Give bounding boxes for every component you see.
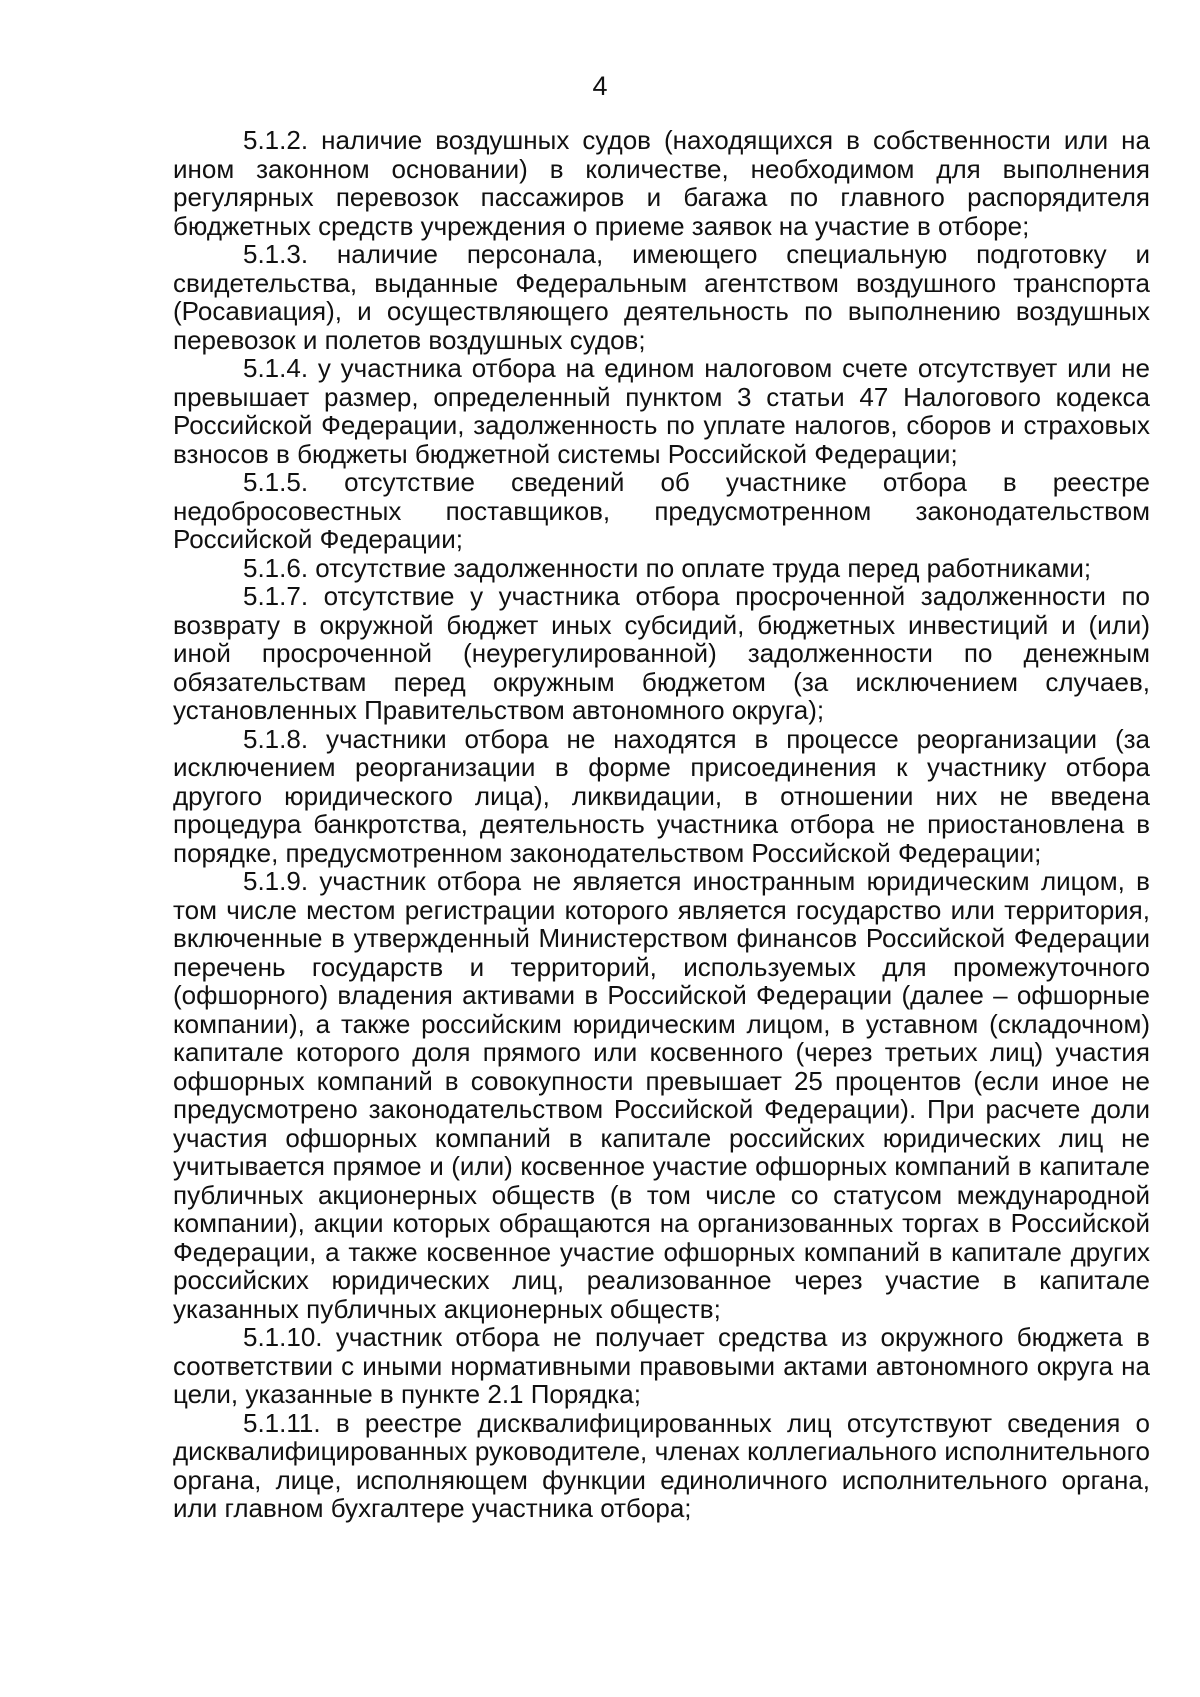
- clause-5-1-11: 5.1.11. в реестре дисквалифицированных лиц отсутствуют сведения о дисквалифицированных руководителе, членах коллегиального исполнительного органа, лице, исполняющем функции единоличного исполнительного органа, или главном бухгалтере участника отбора;: [173, 1407, 1150, 1523]
- page-number: 4: [592, 71, 608, 101]
- clause-5-1-5: 5.1.5. отсутствие сведений об участнике отбора в реестре недобросовестных поставщиков, предусмотренном законодательством Российской Федерации;: [173, 467, 1150, 554]
- document-body: [173, 126, 1150, 1523]
- clause-5-1-3: 5.1.3. наличие персонала, имеющего специальную подготовку и свидетельства, выданные Федеральным агентством воздушного транспорта (Росавиация), и осуществляющего деятельность по выполнению воздушных перевозок и полетов воздушных судов;: [173, 239, 1150, 355]
- clause-5-1-2: 5.1.2. наличие воздушных судов (находящихся в собственности или на ином законном основании) в количестве, необходимом для выполнения регулярных перевозок пассажиров и багажа по главного распорядителя бюджетных средств учреждения о приеме заявок на участие в отборе;: [173, 125, 1150, 241]
- clause-5-1-8: 5.1.8. участники отбора не находятся в процессе реорганизации (за исключением реорганизации в форме присоединения к участнику отбора другого юридического лица), ликвидации, в отношении них не введена процедура банкротства, деятельность участника отбора не приостановлена в порядке, предусмотренном законодательством Российской Федерации;: [173, 723, 1150, 868]
- clause-5-1-7: 5.1.7. отсутствие у участника отбора просроченной задолженности по возврату в окружной бюджет иных субсидий, бюджетных инвестиций и (или) иной просроченной (неурегулированной) задолженности по денежным обязательствам перед окружным бюджетом (за исключением случаев, установленных Правительством автономного округа);: [173, 581, 1150, 725]
- clause-5-1-6: 5.1.6. отсутствие задолженности по оплате труда перед работниками;: [243, 552, 1092, 583]
- clause-5-1-9: 5.1.9. участник отбора не является иностранным юридическим лицом, в том числе местом регистрации которого является государство или территория, включенные в утвержденный Министерством финансов Российской Федерации перечень государств и территорий, используемых для промежуточного (офшорного) владения активами в Российской Федерации (далее – офшорные компании), а также российским юридическим лицом, в уставном (складочном) капитале которого доля прямого или косвенного (через третьих лиц) участия офшорных компаний в совокупности превышает 25 процентов (если иное не предусмотрено законодательством Российской Федерации). При расчете доли участия офшорных компаний в капитале российских юридических лиц не учитывается прямое и (или) косвенное участие офшорных компаний в капитале публичных акционерных обществ (в том числе со статусом международной компании), акции которых обращаются на организованных торгах в Российской Федерации, а также косвенное участие офшорных компаний в капитале других российских юридических лиц, реализованное через участие в капитале указанных публичных акционерных обществ;: [173, 866, 1150, 1324]
- clause-5-1-4: 5.1.4. у участника отбора на едином налоговом счете отсутствует или не превышает размер, определенный пунктом 3 статьи 47 Налогового кодекса Российской Федерации, задолженность по уплате налогов, сборов и страховых взносов в бюджеты бюджетной системы Российской Федерации;: [173, 353, 1150, 469]
- clause-5-1-10: 5.1.10. участник отбора не получает средства из окружного бюджета в соответствии с иными нормативными правовыми актами автономного округа на цели, указанные в пункте 2.1 Порядка;: [173, 1322, 1150, 1409]
